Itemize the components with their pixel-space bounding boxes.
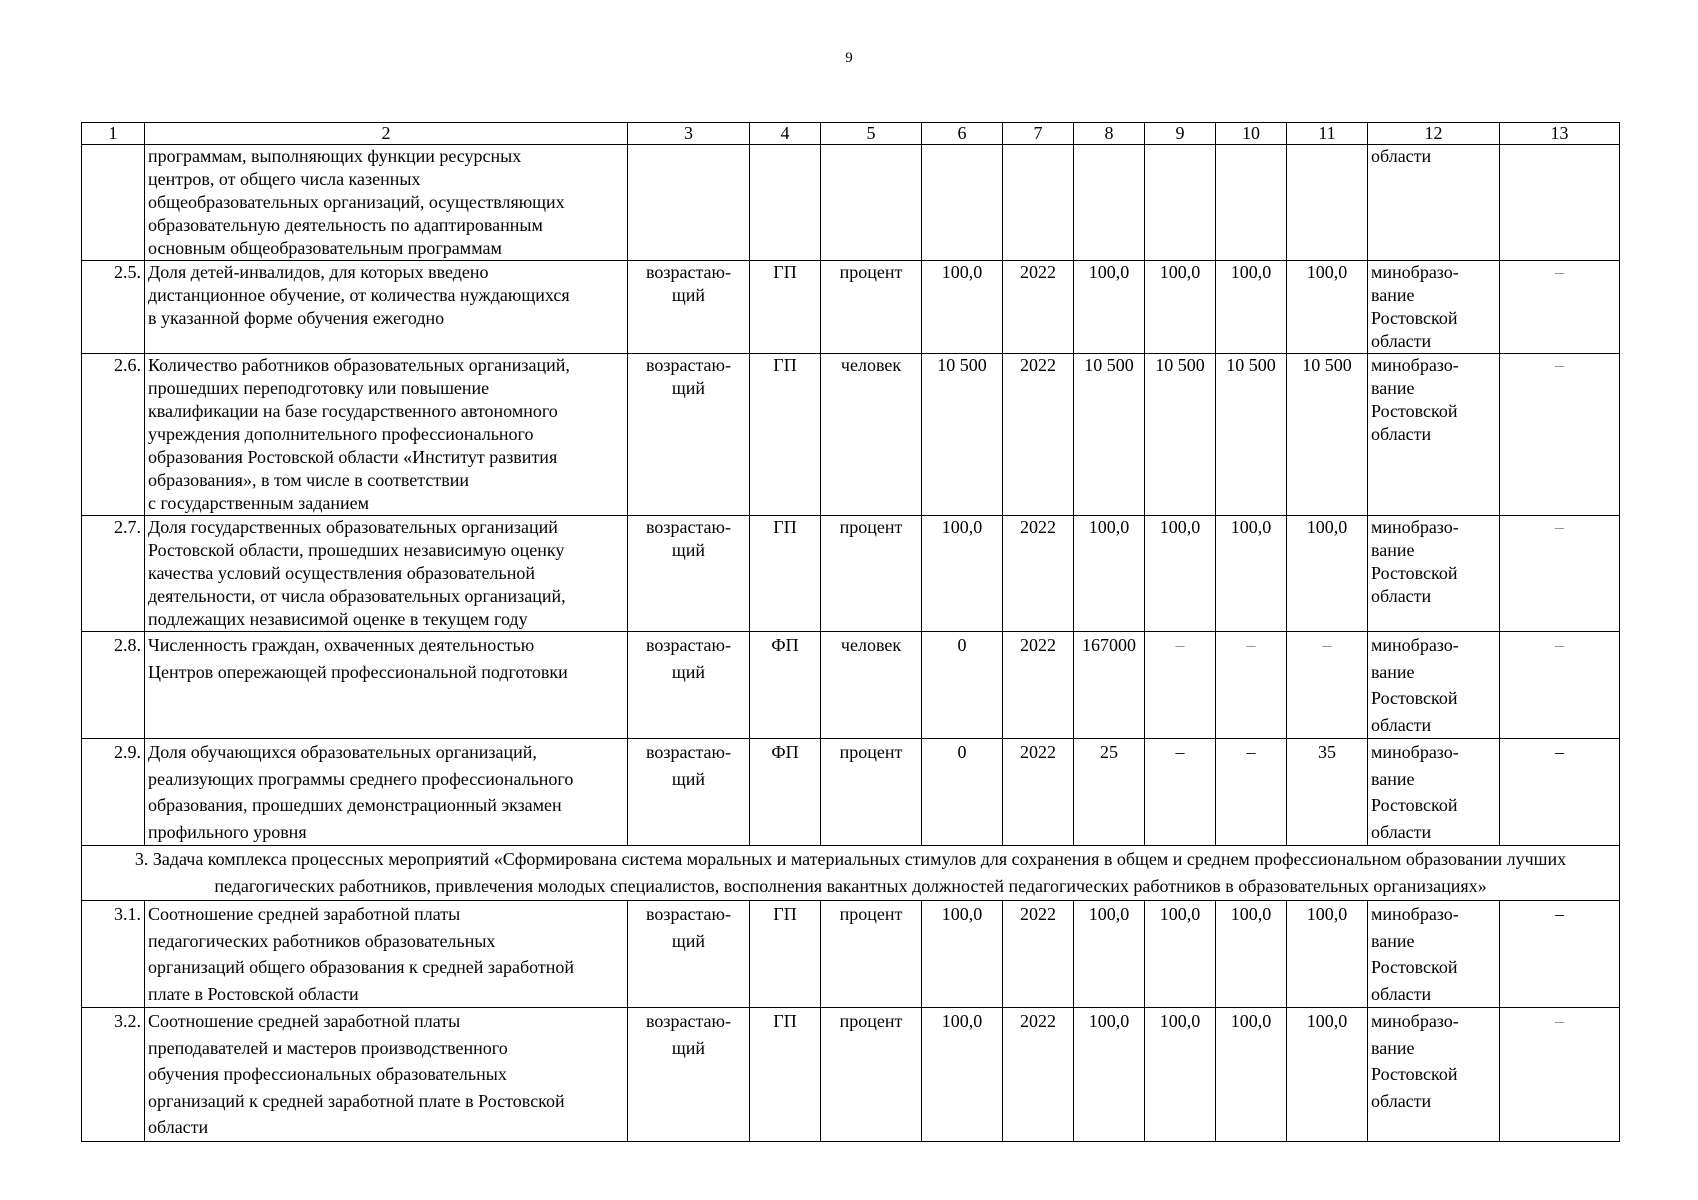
indicator-level: ГП xyxy=(750,261,821,354)
indicator-name: Доля детей-инвалидов, для которых введено дистанционное обучение, от количества нуждающихся в указанной форме обучения ежегодно xyxy=(145,261,628,354)
value-col-11 xyxy=(1287,145,1368,261)
base-value: 100,0 xyxy=(922,1008,1003,1142)
base-value: 100,0 xyxy=(922,516,1003,632)
indicator-row-2-7 xyxy=(82,516,1620,632)
value-col-11: 10 500 xyxy=(1287,354,1368,516)
value-col-9: – xyxy=(1145,632,1216,739)
responsible-body: минобразо- вание Ростовской области xyxy=(1368,261,1500,354)
indicator-number: 2.8. xyxy=(82,632,145,739)
task-section-row xyxy=(82,846,1620,901)
indicator-unit: процент xyxy=(821,1008,922,1142)
indicator-unit: процент xyxy=(821,739,922,846)
column-number: 7 xyxy=(1003,123,1074,145)
indicator-number: 2.9. xyxy=(82,739,145,846)
value-col-8: 100,0 xyxy=(1074,901,1145,1008)
indicator-row-3-2 xyxy=(82,1008,1620,1142)
indicator-trend: возрастаю- щий xyxy=(628,1008,750,1142)
base-year: 2022 xyxy=(1003,739,1074,846)
indicator-level: ГП xyxy=(750,516,821,632)
column-number: 1 xyxy=(82,123,145,145)
base-value: 10 500 xyxy=(922,354,1003,516)
value-col-10: 100,0 xyxy=(1216,901,1287,1008)
indicator-level: ФП xyxy=(750,739,821,846)
base-year: 2022 xyxy=(1003,516,1074,632)
base-year: 2022 xyxy=(1003,261,1074,354)
page-number: 9 xyxy=(845,50,853,66)
indicator-row-3-1 xyxy=(82,901,1620,1008)
base-value: 0 xyxy=(922,739,1003,846)
indicator-row-2-8 xyxy=(82,632,1620,739)
column-13-value xyxy=(1500,145,1620,261)
indicator-number: 2.6. xyxy=(82,354,145,516)
column-number: 6 xyxy=(922,123,1003,145)
indicator-number: 3.2. xyxy=(82,1008,145,1142)
indicator-name: Численность граждан, охваченных деятельностью Центров опережающей профессиональной подготовки xyxy=(145,632,628,739)
indicator-trend: возрастаю- щий xyxy=(628,354,750,516)
value-col-8: 100,0 xyxy=(1074,1008,1145,1142)
responsible-body: минобразо- вание Ростовской области xyxy=(1368,632,1500,739)
column-number: 3 xyxy=(628,123,750,145)
indicator-number: 2.7. xyxy=(82,516,145,632)
base-value: 0 xyxy=(922,632,1003,739)
indicator-level: ГП xyxy=(750,354,821,516)
responsible-body: минобразо- вание Ростовской области xyxy=(1368,1008,1500,1142)
responsible-body: области xyxy=(1368,145,1500,261)
base-year xyxy=(1003,145,1074,261)
value-col-10: – xyxy=(1216,739,1287,846)
indicator-trend: возрастаю- щий xyxy=(628,901,750,1008)
indicator-unit: процент xyxy=(821,901,922,1008)
indicator-number: 3.1. xyxy=(82,901,145,1008)
column-number: 4 xyxy=(750,123,821,145)
indicator-name: Соотношение средней заработной платы преподавателей и мастеров производственного обучения профессиональных образовательных организаций к средней заработной плате в Ростовской области xyxy=(145,1008,628,1142)
value-col-8: 100,0 xyxy=(1074,516,1145,632)
value-col-8: 100,0 xyxy=(1074,261,1145,354)
base-year: 2022 xyxy=(1003,901,1074,1008)
column-13-value: – xyxy=(1500,516,1620,632)
base-value xyxy=(922,145,1003,261)
value-col-8 xyxy=(1074,145,1145,261)
indicator-row-2-9 xyxy=(82,739,1620,846)
value-col-10 xyxy=(1216,145,1287,261)
indicator-unit: человек xyxy=(821,632,922,739)
base-year: 2022 xyxy=(1003,1008,1074,1142)
indicator-trend: возрастаю- щий xyxy=(628,516,750,632)
column-13-value: – xyxy=(1500,632,1620,739)
indicator-trend xyxy=(628,145,750,261)
value-col-9: 100,0 xyxy=(1145,261,1216,354)
column-13-value: – xyxy=(1500,739,1620,846)
value-col-11: 100,0 xyxy=(1287,516,1368,632)
value-col-9: 100,0 xyxy=(1145,516,1216,632)
column-number: 13 xyxy=(1500,123,1620,145)
column-number: 11 xyxy=(1287,123,1368,145)
value-col-8: 25 xyxy=(1074,739,1145,846)
indicator-name: Доля государственных образовательных организаций Ростовской области, прошедших независимую оценку качества условий осуществления образовательной деятельности, от числа образовательных организаций, подлежащих независимой оценке в текущем году xyxy=(145,516,628,632)
value-col-10: 10 500 xyxy=(1216,354,1287,516)
indicator-unit: процент xyxy=(821,516,922,632)
task-section-heading: 3. Задача комплекса процессных мероприятий «Сформирована система моральных и материальных стимулов для сохранения в общем и среднем профессиональном образовании лучших педагогических работников, привлечения молодых специалистов, восполнения вакантных должностей педагогических работников в образовательных организациях» xyxy=(82,846,1620,901)
indicator-name: Доля обучающихся образовательных организаций, реализующих программы среднего профессионального образования, прошедших демонстрационный экзамен профильного уровня xyxy=(145,739,628,846)
column-number: 9 xyxy=(1145,123,1216,145)
responsible-body: минобразо- вание Ростовской области xyxy=(1368,739,1500,846)
value-col-11: 100,0 xyxy=(1287,901,1368,1008)
value-col-11: 35 xyxy=(1287,739,1368,846)
indicator-row-2-6 xyxy=(82,354,1620,516)
column-number: 5 xyxy=(821,123,922,145)
column-13-value: – xyxy=(1500,354,1620,516)
indicator-level xyxy=(750,145,821,261)
indicator-number xyxy=(82,145,145,261)
indicators-table xyxy=(81,122,1620,1142)
indicator-name: Количество работников образовательных организаций, прошедших переподготовку или повышение квалификации на базе государственного автономного учреждения дополнительного профессионального образования Ростовской области «Институт развития образования», в том числе в соответствии с государственным заданием xyxy=(145,354,628,516)
column-number: 10 xyxy=(1216,123,1287,145)
responsible-body: минобразо- вание Ростовской области xyxy=(1368,516,1500,632)
value-col-10: 100,0 xyxy=(1216,261,1287,354)
indicator-level: ГП xyxy=(750,1008,821,1142)
indicator-level: ФП xyxy=(750,632,821,739)
column-13-value: – xyxy=(1500,261,1620,354)
column-13-value: – xyxy=(1500,901,1620,1008)
indicator-unit xyxy=(821,145,922,261)
column-13-value: – xyxy=(1500,1008,1620,1142)
value-col-10: – xyxy=(1216,632,1287,739)
value-col-9 xyxy=(1145,145,1216,261)
base-year: 2022 xyxy=(1003,632,1074,739)
indicator-row-2-5 xyxy=(82,261,1620,354)
value-col-11: 100,0 xyxy=(1287,1008,1368,1142)
value-col-9: 100,0 xyxy=(1145,1008,1216,1142)
base-value: 100,0 xyxy=(922,901,1003,1008)
responsible-body: минобразо- вание Ростовской области xyxy=(1368,901,1500,1008)
indicator-name: программам, выполняющих функции ресурсных центров, от общего числа казенных общеобразовательных организаций, осуществляющих образовательную деятельность по адаптированным основным общеобразовательным программам xyxy=(145,145,628,261)
base-year: 2022 xyxy=(1003,354,1074,516)
responsible-body: минобразо- вание Ростовской области xyxy=(1368,354,1500,516)
value-col-9: 100,0 xyxy=(1145,901,1216,1008)
value-col-10: 100,0 xyxy=(1216,1008,1287,1142)
column-number-header-row xyxy=(82,123,1620,145)
value-col-9: 10 500 xyxy=(1145,354,1216,516)
indicator-unit: человек xyxy=(821,354,922,516)
base-value: 100,0 xyxy=(922,261,1003,354)
column-number: 2 xyxy=(145,123,628,145)
indicator-row-continued xyxy=(82,145,1620,261)
indicator-trend: возрастаю- щий xyxy=(628,739,750,846)
indicator-name: Соотношение средней заработной платы педагогических работников образовательных организаций общего образования к средней заработной плате в Ростовской области xyxy=(145,901,628,1008)
value-col-11: 100,0 xyxy=(1287,261,1368,354)
indicator-trend: возрастаю- щий xyxy=(628,632,750,739)
indicator-unit: процент xyxy=(821,261,922,354)
column-number: 12 xyxy=(1368,123,1500,145)
indicator-level: ГП xyxy=(750,901,821,1008)
value-col-8: 167000 xyxy=(1074,632,1145,739)
value-col-10: 100,0 xyxy=(1216,516,1287,632)
value-col-8: 10 500 xyxy=(1074,354,1145,516)
column-number: 8 xyxy=(1074,123,1145,145)
value-col-9: – xyxy=(1145,739,1216,846)
indicator-number: 2.5. xyxy=(82,261,145,354)
value-col-11: – xyxy=(1287,632,1368,739)
indicator-trend: возрастаю- щий xyxy=(628,261,750,354)
